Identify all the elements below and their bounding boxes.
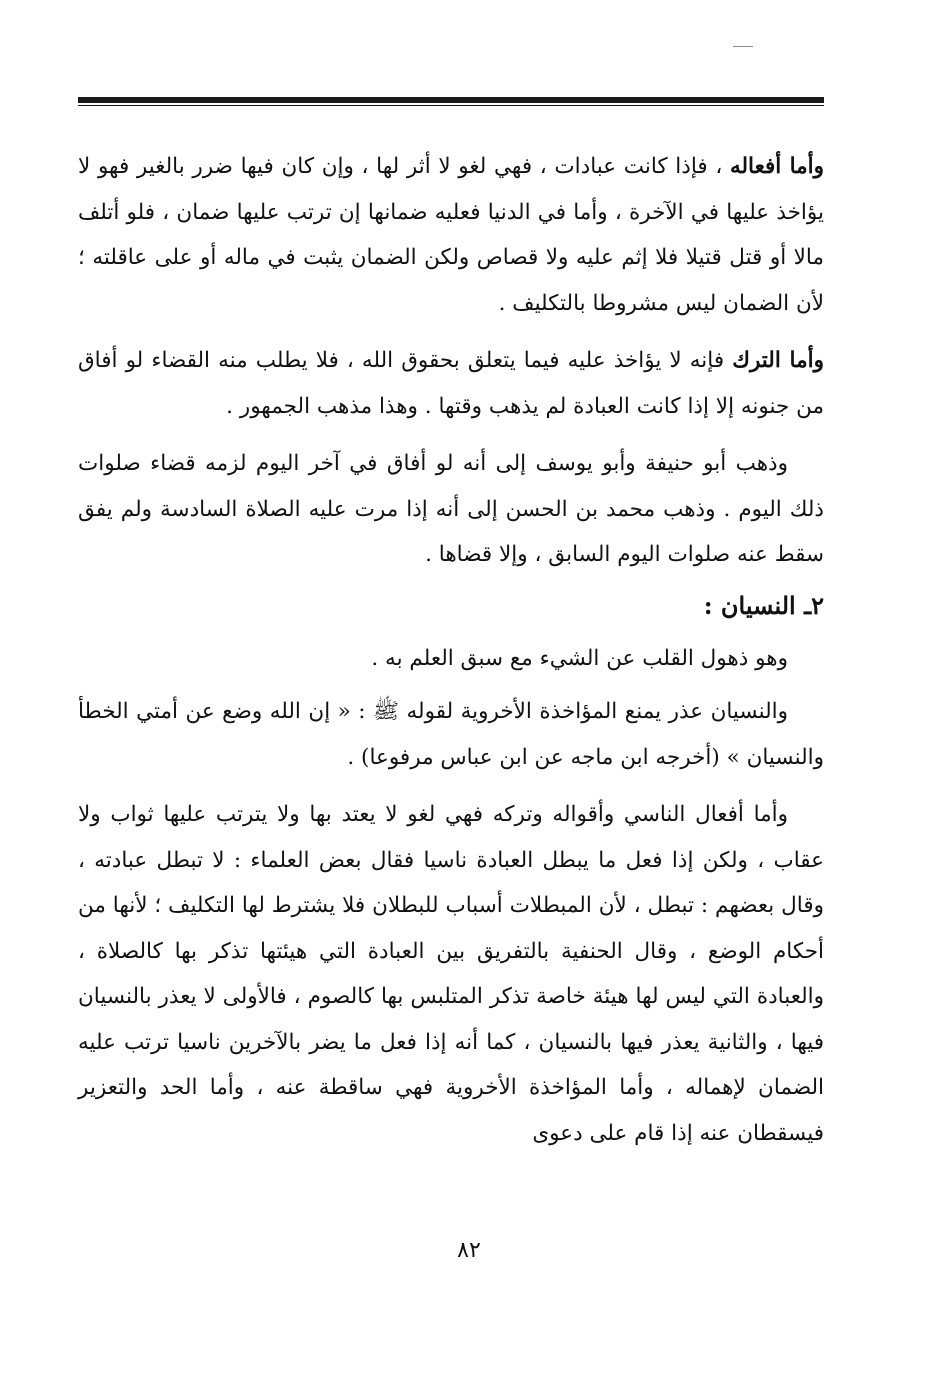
paragraph-text: فإنه لا يؤاخذ عليه فيما يتعلق بحقوق الله ، فلا يطلب منه القضاء لو أفاق من جنونه إلا إذا كانت العبادة لم يذهب وقتها . وهذا مذهب الجمهور . [78,348,824,419]
paragraph-lead: وأما الترك [732,348,824,373]
page-number: ٨٢ [457,1238,481,1263]
paragraph-forgetter-actions: وأما أفعال الناسي وأقواله وتركه فهي لغو لا يعتد بها ولا يترتب عليها ثواب ولا عقاب ، ولكن إذا فعل ما يبطل العبادة ناسيا فقال بعض العلماء : لا تبطل عبادته ، وقال بعضهم : تبطل ، لأن المبطلات أسباب للبطلان فلا يشترط لها التكليف ؛ لأنها من أحكام الوضع ، وقال الحنفية بالتفريق بين العبادة التي هيئتها تذكر بها كالصلاة ، والعبادة التي ليس لها هيئة خاصة تذكر المتلبس بها كالصوم ، فالأولى لا يعذر بالنسيان فيها ، والثانية يعذر فيها بالنسيان ، كما أنه إذا فعل ما يضر بالآخرين ناسيا ترتب عليه الضمان لإهماله ، وأما المؤاخذة الأخروية فهي ساقطة عنه ، وأما الحد والتعزير فيسقطان عنه إذا قام على دعوى [78,802,824,1146]
paragraph-omission [78,338,824,429]
section-heading: ٢ـ النسيان : [703,590,824,620]
paragraph-text: ، فإذا كانت عبادات ، فهي لغو لا أثر لها ، وإن كان فيها ضرر بالغير فهو لا يؤاخذ عليها في الآخرة ، وأما في الدنيا فعليه ضمانها إن ترتب عليها ضمان ، فلو أتلف مالا أو قتل قتيلا فلا إثم عليه ولا قصاص ولكن الضمان يثبت في ماله أو على عاقلته ؛ لأن الضمان ليس مشروطا بالتكليف . [78,154,824,316]
page-body [78,144,824,1156]
top-corner-mark [733,46,753,47]
header-rule-thick [78,97,824,103]
paragraph-actions [78,144,824,326]
paragraph-abu-hanifa: وذهب أبو حنيفة وأبو يوسف إلى أنه لو أفاق في آخر اليوم لزمه قضاء صلوات ذلك اليوم . وذهب محمد بن الحسن إلى أنه إذا مرت عليه الصلاة السادسة ولم يفق سقط عنه صلوات اليوم السابق ، وإلا قضاها . [78,451,824,567]
paragraph-excuse: والنسيان عذر يمنع المؤاخذة الأخروية لقوله ﷺ : « إن الله وضع عن أمتي الخطأ والنسيان » (أخرجه ابن ماجه عن ابن عباس مرفوعا) . [78,699,824,770]
paragraph-lead: وأما أفعاله [729,154,824,179]
header-rule [78,97,824,106]
header-rule-thin [78,105,824,106]
paragraph-definition: وهو ذهول القلب عن الشيء مع سبق العلم به . [371,645,788,671]
